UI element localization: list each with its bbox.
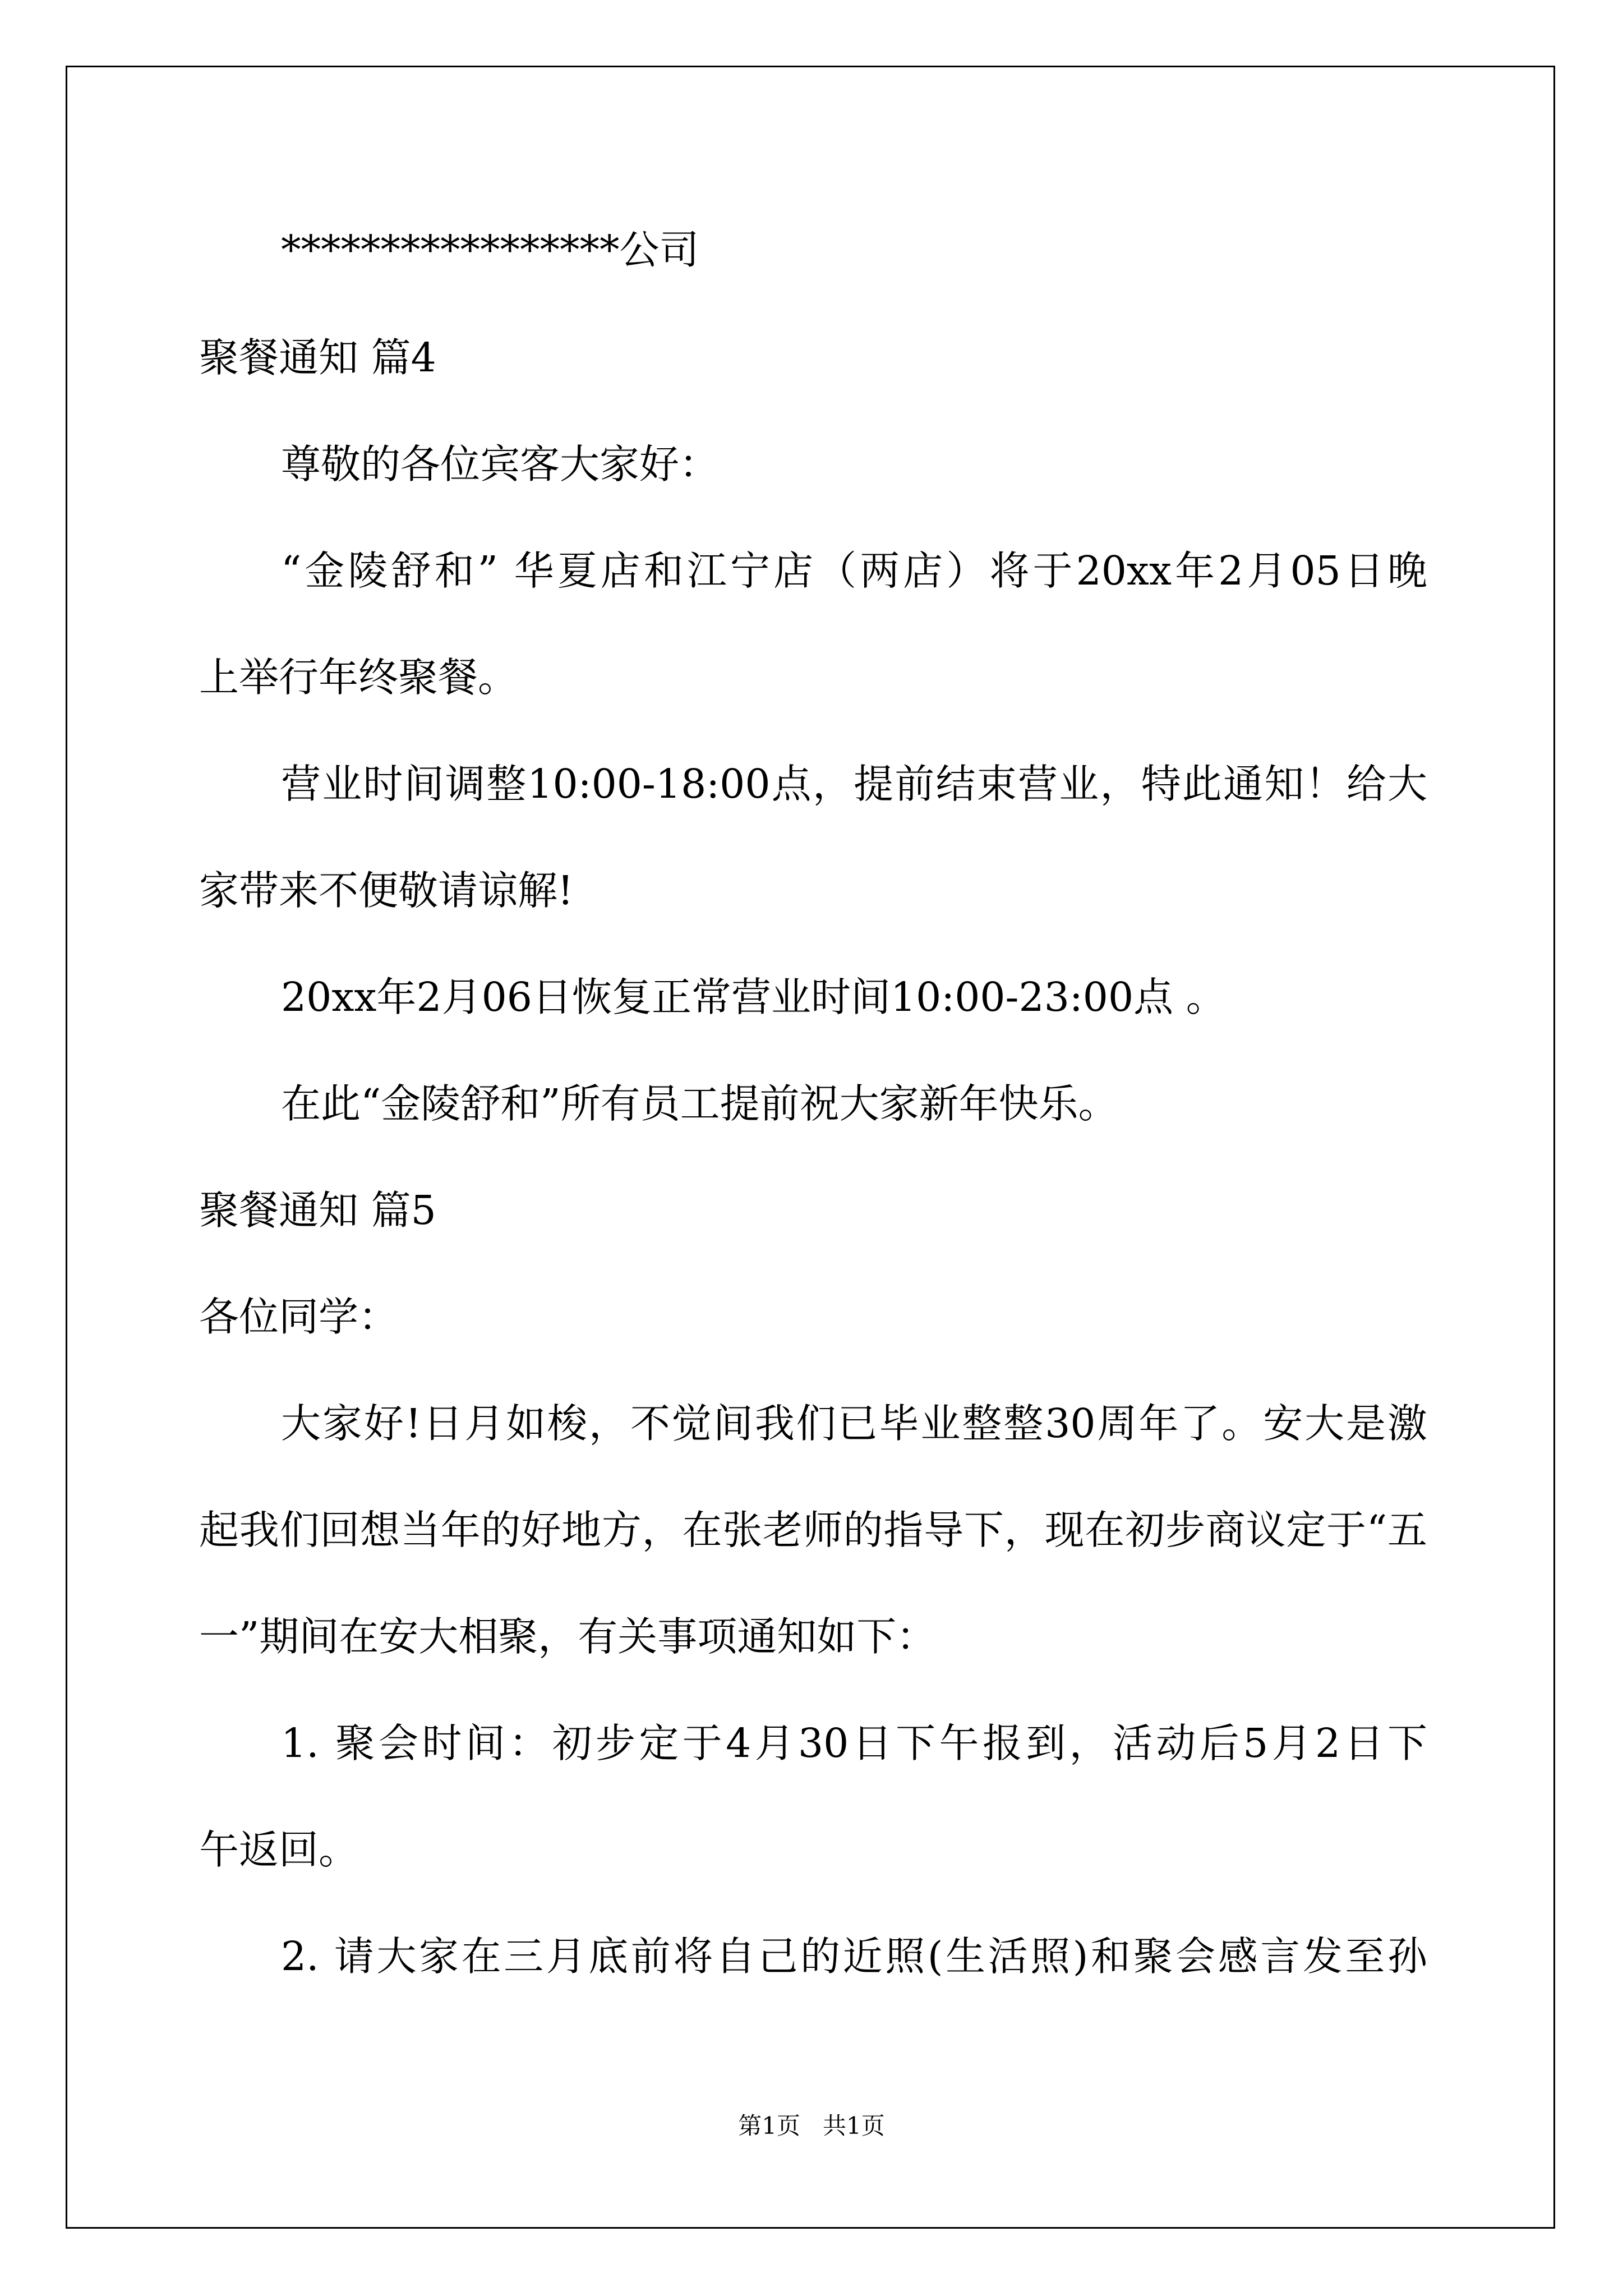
list-item-line: 2. 请大家在三月底前将自己的近照(生活照)和聚会感言发至孙 xyxy=(281,1933,1427,1980)
section-heading-4: 聚餐通知 篇4 xyxy=(199,334,436,381)
company-signature: *****************公司 xyxy=(281,227,699,273)
page-border xyxy=(66,66,1555,2229)
paragraph-line: 起我们回想当年的好地方，在张老师的指导下，现在初步商议定于“五 xyxy=(199,1507,1427,1553)
paragraph-line: 营业时间调整10:00-18:00点，提前结束营业，特此通知！给大 xyxy=(281,761,1427,807)
list-item-line: 午返回。 xyxy=(199,1826,359,1873)
paragraph-line: 一”期间在安大相聚，有关事项通知如下： xyxy=(199,1613,937,1660)
paragraph-line: “金陵舒和” 华夏店和江宁店（两店）将于20xx年2月05日晚 xyxy=(281,547,1427,594)
list-item-line: 1. 聚会时间：初步定于4月30日下午报到，活动后5月2日下 xyxy=(281,1720,1427,1766)
paragraph-line: 家带来不便敬请谅解! xyxy=(199,867,574,914)
section-heading-5: 聚餐通知 篇5 xyxy=(199,1187,436,1234)
salutation-line: 各位同学： xyxy=(199,1294,399,1340)
greeting-line: 尊敬的各位宾客大家好： xyxy=(281,441,720,487)
paragraph-line: 上举行年终聚餐。 xyxy=(199,654,518,701)
paragraph-line: 大家好!日月如梭，不觉间我们已毕业整整30周年了。安大是激 xyxy=(281,1400,1427,1447)
paragraph-line: 在此“金陵舒和”所有员工提前祝大家新年快乐。 xyxy=(281,1080,1118,1127)
page-footer: 第1页 共1页 xyxy=(738,2112,885,2139)
paragraph-line: 20xx年2月06日恢复正常营业时间10:00-23:00点 。 xyxy=(281,974,1226,1020)
